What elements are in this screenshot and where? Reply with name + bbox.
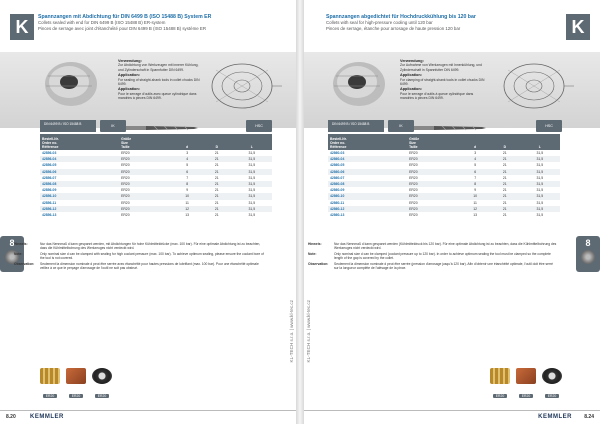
d-value: 11 bbox=[185, 200, 189, 205]
D-value: 21 bbox=[490, 169, 520, 175]
d-value: 7 bbox=[474, 175, 477, 180]
size: ER20 bbox=[409, 163, 418, 168]
D-value: 21 bbox=[214, 163, 219, 168]
page-subtitle-en: Collets sealed with end for DIN 6499 B (ISO 15488 B) ER-system bbox=[38, 20, 166, 26]
d-value: 4 bbox=[172, 156, 202, 162]
left-page bbox=[0, 0, 296, 424]
collet-photo-icon bbox=[324, 56, 394, 112]
order-no: 42860-09 bbox=[330, 188, 345, 193]
order-no: 42856-03 bbox=[42, 151, 57, 155]
D-value: 21 bbox=[502, 175, 507, 180]
order-no: 42860-10 bbox=[328, 193, 407, 199]
hsc-badge: HSC bbox=[246, 120, 272, 132]
order-no: 42860-12 bbox=[328, 206, 407, 212]
d-value: 8 bbox=[172, 181, 202, 187]
L-value: 31,5 bbox=[248, 200, 256, 205]
L-value: 31,5 bbox=[536, 163, 544, 168]
d-value: 6 bbox=[460, 169, 490, 175]
col-L: L bbox=[520, 134, 560, 150]
page-subtitle-fr: Pinces de serrage avec joint d'étanchéité pour DIN 6499 B (ISO 15488 B) système ER bbox=[38, 26, 207, 31]
order-no: 42856-04 bbox=[40, 156, 119, 162]
d-value: 9 bbox=[186, 188, 189, 193]
spec-table bbox=[328, 134, 560, 218]
d-value: 3 bbox=[186, 151, 189, 155]
d-value: 7 bbox=[186, 175, 189, 180]
cooling-badge: IK bbox=[100, 120, 126, 132]
L-value: 31,5 bbox=[248, 213, 256, 218]
order-no: 42860-11 bbox=[330, 200, 345, 205]
D-value: 21 bbox=[502, 200, 507, 205]
D-value: 21 bbox=[490, 156, 520, 162]
usage-text-en: For sealing of straight-shank tools in collet chucks DIN 6499. bbox=[118, 77, 200, 87]
col-d: d bbox=[460, 134, 490, 150]
col-size: Größe Size Taille bbox=[407, 134, 460, 150]
order-no: 42860-05 bbox=[330, 163, 345, 168]
vertical-url: KL-TECH s.r.o. | www.kl-tec.cz bbox=[306, 300, 311, 363]
note-fr: Observation: Seulement la dimension nominale d peut être serrée (pression d'arrosage jusqu'à 120 bar). Afin d'obtenir une étanchéité optimale, l'outil doit être serré sur la longueur complète de l'alésage de la pince. bbox=[308, 261, 553, 271]
accessory-item: ER20 bbox=[66, 368, 86, 402]
usage-label-en: Application: bbox=[118, 73, 140, 78]
size: ER20 bbox=[409, 151, 418, 155]
size: ER20 bbox=[121, 200, 130, 205]
d-value: 13 bbox=[473, 213, 478, 218]
L-value: 31,5 bbox=[536, 175, 544, 180]
D-value: 21 bbox=[490, 193, 520, 199]
note-en: Note: Only nominal size d can be clamped (coolant pressure up to 120 bar). In order to achieve optimum sealing the tool must be clamped so the complete length of the gap is covered by the collet. bbox=[308, 251, 551, 261]
d-value: 8 bbox=[460, 181, 490, 187]
size: ER20 bbox=[119, 156, 172, 162]
usage-text bbox=[400, 58, 486, 101]
table-header-row bbox=[328, 134, 560, 150]
usage-label-de: Verwendung: bbox=[118, 59, 142, 63]
L-value: 31,5 bbox=[232, 156, 272, 162]
size: ER20 bbox=[409, 175, 418, 180]
size: ER20 bbox=[119, 169, 172, 175]
standard-strip: DIN 6499 B / ISO 15488 B bbox=[328, 120, 384, 132]
technical-drawing-icon bbox=[494, 56, 576, 116]
usage-label-en: Application: bbox=[400, 73, 422, 78]
L-value: 31,5 bbox=[520, 156, 560, 162]
nut-icon bbox=[542, 368, 562, 384]
col-D: D bbox=[202, 134, 232, 150]
L-value: 31,5 bbox=[536, 151, 544, 155]
L-value: 31,5 bbox=[520, 169, 560, 175]
size: ER20 bbox=[409, 213, 418, 218]
page-number: 8.20 bbox=[6, 414, 16, 420]
accessories bbox=[40, 368, 112, 402]
gutter bbox=[296, 0, 304, 424]
col-order-no: Bestell-Nr. Order no. Référence bbox=[328, 134, 407, 150]
L-value: 31,5 bbox=[248, 163, 256, 168]
collet-box-icon bbox=[490, 368, 510, 384]
D-value: 21 bbox=[202, 181, 232, 187]
wrench-icon bbox=[66, 368, 86, 384]
page-title: Spannzangen mit Abdichtung für DIN 6499 B (ISO 15488 B) System ER bbox=[38, 14, 212, 20]
d-value: 12 bbox=[172, 206, 202, 212]
size: ER20 bbox=[407, 193, 460, 199]
notes bbox=[14, 242, 264, 271]
d-value: 5 bbox=[474, 163, 477, 168]
nut-icon bbox=[92, 368, 112, 384]
collet-section-icon bbox=[581, 250, 595, 264]
vertical-url: KL-TECH s.r.o. | www.kl-tec.cz bbox=[289, 300, 294, 363]
note-de: Hinweis: Nur das Nennmaß d kann gespannt werden, mit Abdichtungen für hohe Kühlmitteldrücke (max. 100 bar). Für eine optimale Abdichtung ist zu beachten, dass die Kühlmittelbohrung des Werkzeuges nicht verdeckt wird. bbox=[14, 242, 261, 251]
brand-mark: K bbox=[10, 14, 34, 40]
title-block bbox=[38, 14, 278, 32]
usage-text-de: Zur Abdichtung von Werkzeugen mit innerer Kühlung, und Zylinderschaft in Spannfutter DIN 6499. bbox=[118, 63, 199, 72]
D-value: 21 bbox=[202, 156, 232, 162]
size: ER20 bbox=[409, 200, 418, 205]
size: ER20 bbox=[407, 169, 460, 175]
size: ER20 bbox=[409, 188, 418, 193]
order-no: 42856-08 bbox=[40, 181, 119, 187]
table-row bbox=[328, 212, 560, 218]
D-value: 21 bbox=[502, 188, 507, 193]
size: ER20 bbox=[119, 181, 172, 187]
L-value: 31,5 bbox=[232, 169, 272, 175]
D-value: 21 bbox=[202, 169, 232, 175]
col-size: Größe Size Taille bbox=[119, 134, 172, 150]
L-value: 31,5 bbox=[232, 206, 272, 212]
standard-strip: DIN 6499 B / ISO 15488 B bbox=[40, 120, 96, 132]
col-L: L bbox=[232, 134, 272, 150]
size: ER20 bbox=[121, 175, 130, 180]
d-value: 10 bbox=[172, 193, 202, 199]
D-value: 21 bbox=[214, 175, 219, 180]
hsc-badge: HSC bbox=[536, 120, 562, 132]
L-value: 31,5 bbox=[520, 193, 560, 199]
note-fr: Observation: Seulement la dimension nominale d peut être serrée avec étanchéité pour hautes pressions de lubrifiant (max. 100 bar). Pour une étanchéité optimale veillez à ce que le perçage d'arrosage de l'outil ne soit pas obstrué. bbox=[14, 261, 259, 271]
d-value: 6 bbox=[172, 169, 202, 175]
size: ER20 bbox=[407, 181, 460, 187]
L-value: 31,5 bbox=[536, 213, 544, 218]
accessory-item: ER20 bbox=[490, 368, 510, 402]
size: ER20 bbox=[121, 151, 130, 155]
D-value: 21 bbox=[502, 213, 507, 218]
usage-text-fr: Pour le serrage d'outils à queue cylindrique dans mandrins à pinces DIN 6499. bbox=[400, 91, 474, 101]
technical-drawing-icon bbox=[202, 56, 284, 116]
usage-label-de: Verwendung: bbox=[400, 59, 424, 63]
page-footer bbox=[0, 410, 296, 424]
title-block bbox=[326, 14, 566, 32]
L-value: 31,5 bbox=[232, 181, 272, 187]
spec-table bbox=[40, 134, 272, 218]
page-subtitle-fr: Pinces de serrage, étanche pour arrosage de haute pression 120 bar bbox=[326, 26, 461, 31]
size: ER20 bbox=[119, 206, 172, 212]
D-value: 21 bbox=[214, 213, 219, 218]
size: ER20 bbox=[407, 156, 460, 162]
order-no: 42856-13 bbox=[42, 213, 57, 218]
order-no: 42860-04 bbox=[328, 156, 407, 162]
D-value: 21 bbox=[214, 200, 219, 205]
section-tab bbox=[576, 236, 600, 272]
order-no: 42860-07 bbox=[330, 175, 345, 180]
D-value: 21 bbox=[214, 188, 219, 193]
accessories bbox=[490, 368, 562, 402]
L-value: 31,5 bbox=[520, 181, 560, 187]
order-no: 42856-06 bbox=[40, 169, 119, 175]
order-no: 42856-11 bbox=[42, 200, 57, 205]
accessory-item: ER20 bbox=[516, 368, 536, 402]
usage-label-fr: Application: bbox=[118, 87, 140, 92]
order-no: 42856-07 bbox=[42, 175, 57, 180]
D-value: 21 bbox=[490, 206, 520, 212]
notes bbox=[308, 242, 558, 271]
kemmler-logo: KEMMLER bbox=[538, 414, 572, 420]
note-de: Hinweis: Nur das Nennmaß d kann gespannt werden (Kühlmitteldruck bis 120 bar). Für eine optimale Abdichtung ist zu beachten, dass die Kühlmittelbohrung des Werkzeuges nicht verdeckt wird. bbox=[308, 242, 557, 251]
order-no: 42856-09 bbox=[42, 188, 57, 193]
d-value: 11 bbox=[473, 200, 477, 205]
L-value: 31,5 bbox=[248, 188, 256, 193]
d-value: 10 bbox=[460, 193, 490, 199]
d-value: 3 bbox=[474, 151, 477, 155]
page-subtitle-en: Collets with seal for high-pressure cooling until 120 bar bbox=[326, 20, 433, 26]
accessory-item: ER20 bbox=[40, 368, 60, 402]
usage-label-fr: Application: bbox=[400, 87, 422, 92]
usage-text bbox=[118, 58, 204, 101]
collet-box-icon bbox=[40, 368, 60, 384]
order-no: 42860-08 bbox=[328, 181, 407, 187]
size: ER20 bbox=[119, 193, 172, 199]
accessory-item: ER20 bbox=[542, 368, 562, 402]
order-no: 42860-13 bbox=[330, 213, 345, 218]
L-value: 31,5 bbox=[248, 151, 256, 155]
size: ER20 bbox=[121, 188, 130, 193]
cooling-badge: IK bbox=[388, 120, 414, 132]
D-value: 21 bbox=[214, 151, 219, 155]
kemmler-logo: KEMMLER bbox=[30, 414, 64, 420]
D-value: 21 bbox=[202, 206, 232, 212]
size: ER20 bbox=[407, 206, 460, 212]
order-no: 42856-05 bbox=[42, 163, 57, 168]
order-no: 42860-06 bbox=[328, 169, 407, 175]
usage-text-de: Zur Aufnahme von Werkzeugen mit Innenkühlung, und Zylinderschaft in Spannfutter DIN 6499. bbox=[400, 63, 482, 72]
wrench-icon bbox=[516, 368, 536, 384]
size: ER20 bbox=[121, 163, 130, 168]
order-no: 42860-03 bbox=[330, 151, 345, 155]
table-header-row bbox=[40, 134, 272, 150]
col-d: d bbox=[172, 134, 202, 150]
D-value: 21 bbox=[202, 193, 232, 199]
D-value: 21 bbox=[502, 163, 507, 168]
D-value: 21 bbox=[490, 181, 520, 187]
page-title: Spannzangen abgedichtet für Hochdruckkühlung bis 120 bar bbox=[326, 14, 476, 20]
page-footer bbox=[304, 410, 600, 424]
L-value: 31,5 bbox=[232, 193, 272, 199]
L-value: 31,5 bbox=[536, 188, 544, 193]
d-value: 9 bbox=[474, 188, 477, 193]
L-value: 31,5 bbox=[520, 206, 560, 212]
order-no: 42856-12 bbox=[40, 206, 119, 212]
usage-text-fr: Pour le serrage d'outils avec queue cylindrique dans mandrins à pinces DIN 6499. bbox=[118, 91, 197, 101]
L-value: 31,5 bbox=[248, 175, 256, 180]
right-page bbox=[304, 0, 600, 424]
usage-text-en: For clamping of straight-shank tools in collet chucks DIN 6499. bbox=[400, 77, 485, 87]
col-D: D bbox=[490, 134, 520, 150]
col-order-no: Bestell-Nr. Order no. Référence bbox=[40, 134, 119, 150]
d-value: 13 bbox=[185, 213, 190, 218]
note-en: Note: Only nominal size d can be clamped with sealing for high coolant pressure (max. 100 bar). To achieve optimum sealing, please ensure the coolant bore of the tool is not covered. bbox=[14, 251, 264, 261]
d-value: 12 bbox=[460, 206, 490, 212]
section-number: 8 bbox=[9, 238, 15, 248]
section-number: 8 bbox=[585, 238, 591, 248]
L-value: 31,5 bbox=[536, 200, 544, 205]
accessory-item: ER20 bbox=[92, 368, 112, 402]
collet-photo-icon bbox=[36, 56, 106, 112]
order-no: 42856-10 bbox=[40, 193, 119, 199]
d-value: 4 bbox=[460, 156, 490, 162]
size: ER20 bbox=[121, 213, 130, 218]
brand-mark: K bbox=[566, 14, 590, 40]
table-row bbox=[40, 212, 272, 218]
page-number: 8.24 bbox=[584, 414, 594, 420]
D-value: 21 bbox=[502, 151, 507, 155]
d-value: 5 bbox=[186, 163, 189, 168]
